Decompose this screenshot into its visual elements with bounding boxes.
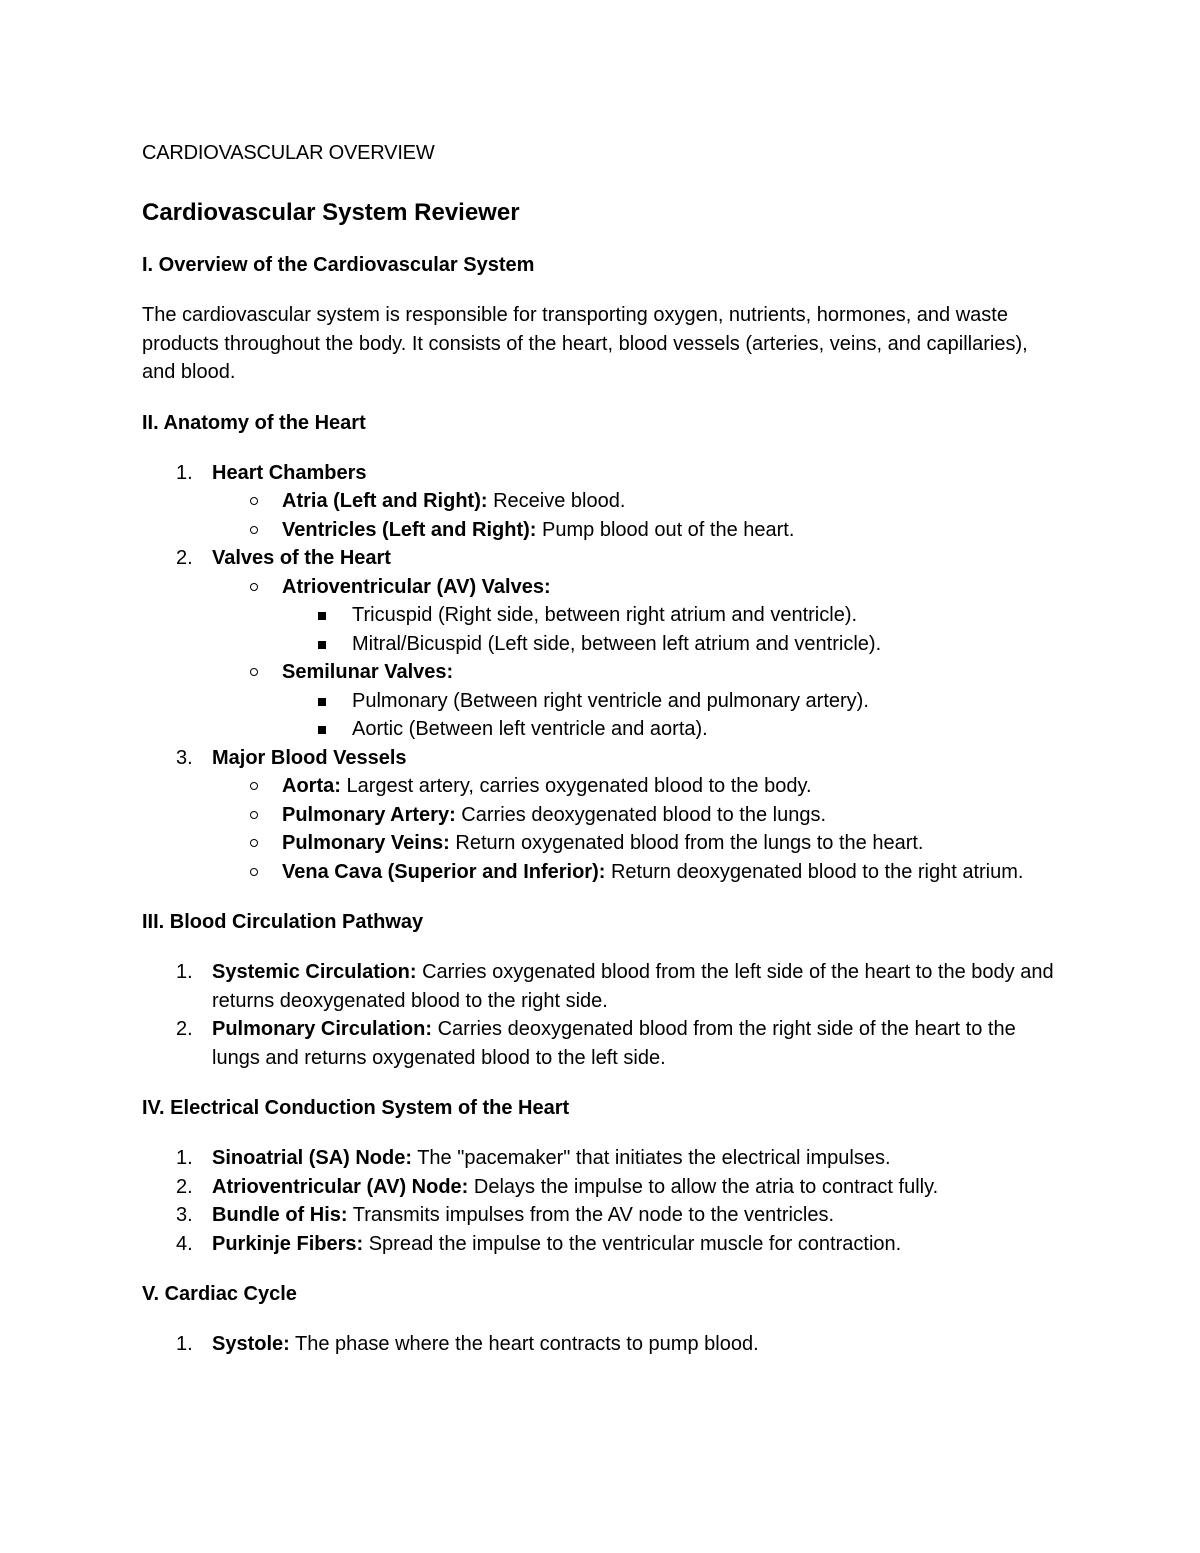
list-item (142, 1144, 1062, 1173)
square-bullet-icon (318, 726, 326, 734)
sub-sub-text: Tricuspid (Right side, between right atrium and ventricle). (352, 604, 858, 626)
list-number: 2. (176, 547, 193, 569)
list-item-title: Valves of the Heart (212, 547, 391, 569)
term: Purkinje Fibers: (212, 1232, 364, 1255)
sub-list (212, 573, 1062, 744)
list-item (142, 1173, 1062, 1202)
sub-sub-list (282, 687, 1062, 744)
square-bullet-icon (318, 612, 326, 620)
hollow-bullet-icon (250, 868, 258, 876)
sub-sub-list-item (282, 601, 1062, 630)
sub-list-item (212, 516, 1062, 545)
document-page (142, 139, 1062, 1381)
sub-list-item (212, 658, 1062, 744)
term: Pulmonary Circulation: (212, 1018, 433, 1040)
list-item (142, 459, 1062, 545)
circulation-list (142, 958, 1062, 1072)
sub-list-item (212, 801, 1062, 830)
hollow-bullet-icon (250, 839, 258, 847)
list-number: 1. (176, 1147, 193, 1169)
term: Sinoatrial (SA) Node: (212, 1147, 413, 1169)
list-number: 2. (176, 1018, 193, 1040)
list-number: 1. (176, 461, 193, 484)
sub-sub-list-item (282, 687, 1062, 716)
list-number: 1. (176, 1333, 193, 1355)
term: Semilunar Valves: (282, 661, 454, 683)
sub-sub-text: Aortic (Between left ventricle and aorta). (352, 718, 708, 740)
term: Vena Cava (Superior and Inferior): (282, 860, 606, 883)
list-item-title: Heart Chambers (212, 461, 367, 484)
definition: Largest artery, carries oxygenated blood to the body. (340, 775, 812, 797)
cardiac-cycle-list (142, 1330, 1062, 1359)
section-heading-overview: I. Overview of the Cardiovascular System (142, 254, 535, 276)
term: Systemic Circulation: (212, 961, 417, 983)
definition: Delays the impulse to allow the atria to contract fully. (468, 1175, 939, 1198)
hollow-bullet-icon (250, 811, 258, 819)
sub-list-item (212, 829, 1062, 858)
term: Ventricles (Left and Right): (282, 518, 537, 541)
definition: Return deoxygenated blood to the right atrium. (605, 860, 1024, 883)
section-heading-conduction: IV. Electrical Conduction System of the Heart (142, 1097, 570, 1119)
term: Systole: (212, 1333, 290, 1355)
sub-sub-text: Mitral/Bicuspid (Left side, between left atrium and ventricle). (352, 632, 882, 655)
list-number: 2. (176, 1175, 193, 1198)
list-item (142, 544, 1062, 744)
term: Pulmonary Veins: (282, 832, 450, 854)
sub-sub-text: Pulmonary (Between right ventricle and pulmonary artery). (352, 689, 869, 712)
list-item (142, 958, 1062, 1015)
square-bullet-icon (318, 698, 326, 706)
sub-list (212, 772, 1062, 886)
term: Atrioventricular (AV) Valves: (282, 575, 551, 598)
sub-list-item (212, 487, 1062, 516)
list-number: 3. (176, 746, 193, 769)
hollow-bullet-icon (250, 526, 258, 534)
definition: Carries deoxygenated blood from the right side of the heart to the lungs and returns oxygenated blood to the left side. (212, 1018, 1016, 1069)
term: Atria (Left and Right): (282, 490, 488, 512)
definition: Carries deoxygenated blood to the lungs. (455, 803, 826, 826)
definition: Transmits impulses from the AV node to the ventricles. (347, 1204, 835, 1226)
anatomy-list (142, 459, 1062, 887)
document-title: Cardiovascular System Reviewer (142, 199, 520, 226)
list-number: 1. (176, 961, 193, 983)
hollow-bullet-icon (250, 583, 258, 591)
list-item (142, 1201, 1062, 1230)
list-number: 3. (176, 1204, 193, 1226)
list-item-title: Major Blood Vessels (212, 746, 407, 769)
document-label: CARDIOVASCULAR OVERVIEW (142, 142, 435, 164)
sub-list-item (212, 858, 1062, 887)
definition: Carries oxygenated blood from the left side of the heart to the body and returns deoxygenated blood to the right side. (212, 961, 1054, 1012)
list-number: 4. (176, 1232, 193, 1255)
sub-sub-list (282, 601, 1062, 658)
term: Pulmonary Artery: (282, 803, 456, 826)
overview-paragraph: The cardiovascular system is responsible for transporting oxygen, nutrients, hormones, and waste products throughout the body. It consists of the heart, blood vessels (arteries, veins, and capillaries), and blood. (142, 304, 1028, 383)
list-item (142, 1230, 1062, 1259)
definition: Return oxygenated blood from the lungs to the heart. (449, 832, 924, 854)
section-heading-circulation: III. Blood Circulation Pathway (142, 911, 424, 933)
list-item (142, 1330, 1062, 1359)
hollow-bullet-icon (250, 497, 258, 505)
term: Atrioventricular (AV) Node: (212, 1175, 469, 1198)
definition: Receive blood. (487, 490, 626, 512)
section-heading-cardiac-cycle: V. Cardiac Cycle (142, 1283, 297, 1305)
conduction-list (142, 1144, 1062, 1258)
definition: The phase where the heart contracts to pump blood. (289, 1333, 759, 1355)
term: Bundle of His: (212, 1204, 348, 1226)
list-item (142, 1015, 1062, 1072)
sub-list-item (212, 573, 1062, 659)
square-bullet-icon (318, 641, 326, 649)
sub-list-item (212, 772, 1062, 801)
hollow-bullet-icon (250, 782, 258, 790)
definition: The "pacemaker" that initiates the electrical impulses. (412, 1147, 891, 1169)
term: Aorta: (282, 775, 341, 797)
sub-sub-list-item (282, 715, 1062, 744)
sub-sub-list-item (282, 630, 1062, 659)
definition: Spread the impulse to the ventricular muscle for contraction. (363, 1232, 902, 1255)
sub-list (212, 487, 1062, 544)
hollow-bullet-icon (250, 668, 258, 676)
list-item (142, 744, 1062, 887)
definition: Pump blood out of the heart. (536, 518, 795, 541)
section-heading-anatomy: II. Anatomy of the Heart (142, 411, 366, 434)
